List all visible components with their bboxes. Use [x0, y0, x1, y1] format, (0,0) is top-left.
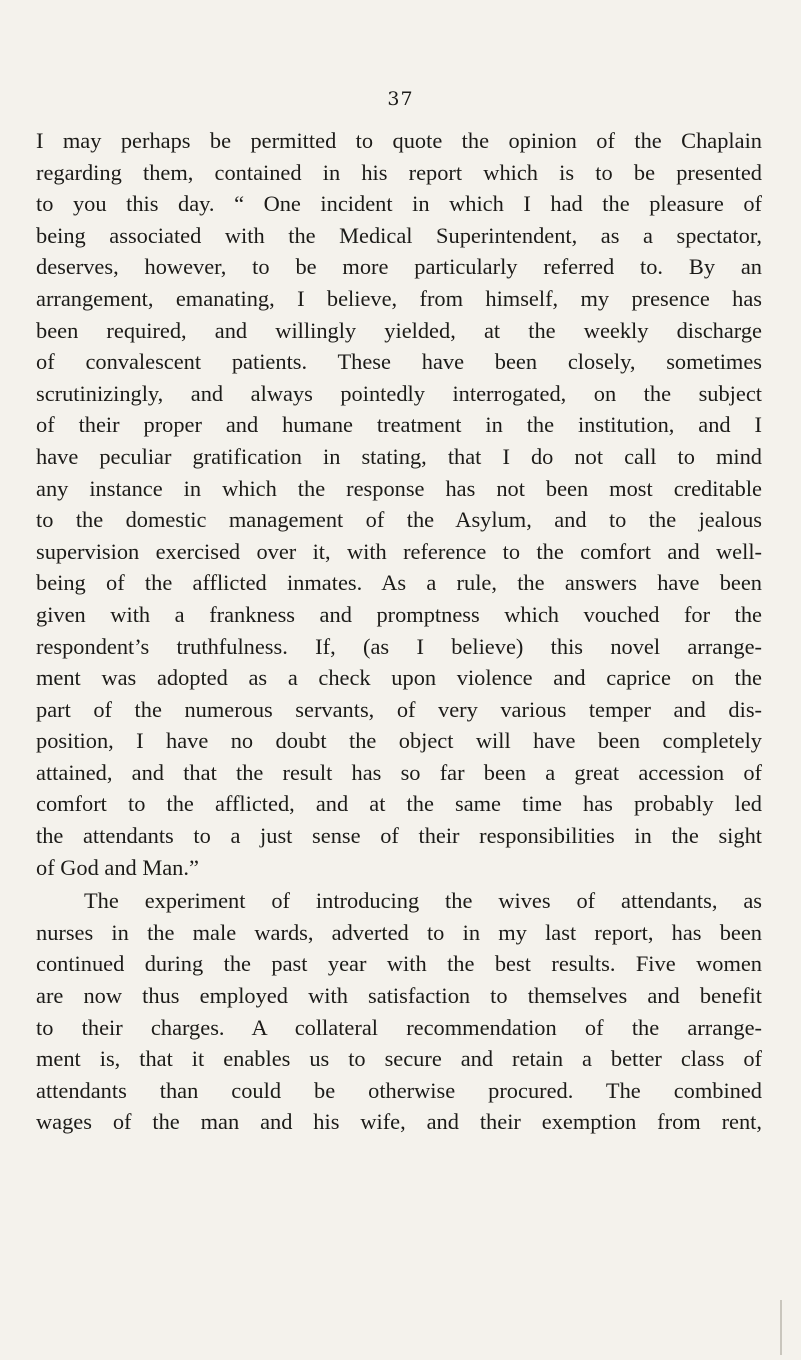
text-line: supervision exercised over it, with reference to the comfort and well- — [36, 538, 762, 564]
text-line: any instance in which the response has not been most creditable — [36, 475, 762, 501]
text-line: scrutinizingly, and always pointedly interrogated, on the subject — [36, 380, 762, 406]
text-line: are now thus employed with satisfaction to themselves and benefit — [36, 983, 762, 1009]
paragraph-chaplain-quote — [36, 125, 762, 883]
text-line: wages of the man and his wife, and their exemption from rent, — [36, 1109, 762, 1135]
text-line: attained, and that the result has so far been a great accession of — [36, 759, 762, 785]
text-line: respondent’s truthfulness. If, (as I believe) this novel arrange- — [36, 633, 762, 659]
paragraph-attendants-wives — [36, 885, 762, 1138]
text-line: have peculiar gratification in stating, that I do not call to mind — [36, 443, 762, 469]
text-line: given with a frankness and promptness which vouched for the — [36, 601, 762, 627]
text-line: been required, and willingly yielded, at the weekly discharge — [36, 317, 762, 343]
text-line: the attendants to a just sense of their responsibilities in the sight — [36, 823, 762, 849]
text-line: comfort to the afflicted, and at the same time has probably led — [36, 791, 762, 817]
page-number: 37 — [387, 88, 414, 110]
text-line: being associated with the Medical Superintendent, as a spectator, — [36, 222, 762, 248]
text-line: nurses in the male wards, adverted to in my last report, has been — [36, 919, 762, 945]
text-line: part of the numerous servants, of very various temper and dis- — [36, 696, 762, 722]
text-line: of God and Man.” — [36, 854, 199, 880]
text-line: ment was adopted as a check upon violence and caprice on the — [36, 665, 762, 691]
text-line: of convalescent patients. These have been closely, sometimes — [36, 349, 762, 375]
text-line: regarding them, contained in his report which is to be presented — [36, 159, 762, 185]
text-line: of their proper and humane treatment in the institution, and I — [36, 412, 762, 438]
text-line: ment is, that it enables us to secure and retain a better class of — [36, 1046, 762, 1072]
text-line: attendants than could be otherwise procured. The combined — [36, 1077, 762, 1103]
text-line: The experiment of introducing the wives of attendants, as — [84, 888, 762, 914]
text-line: continued during the past year with the best results. Five women — [36, 951, 762, 977]
text-line: to their charges. A collateral recommendation of the arrange- — [36, 1014, 762, 1040]
text-line: I may perhaps be permitted to quote the opinion of the Chaplain — [36, 128, 762, 153]
text-line: being of the afflicted inmates. As a rule, the answers have been — [36, 570, 762, 596]
scan-edge-mark — [780, 1300, 782, 1355]
text-line: position, I have no doubt the object will have been completely — [36, 728, 762, 754]
text-line: to you this day. “ One incident in which I had the pleasure of — [36, 191, 762, 217]
text-line: arrangement, emanating, I believe, from himself, my presence has — [36, 285, 762, 311]
body-text — [36, 125, 762, 1138]
text-line: deserves, however, to be more particularly referred to. By an — [36, 254, 762, 280]
text-line: to the domestic management of the Asylum, and to the jealous — [36, 507, 762, 533]
